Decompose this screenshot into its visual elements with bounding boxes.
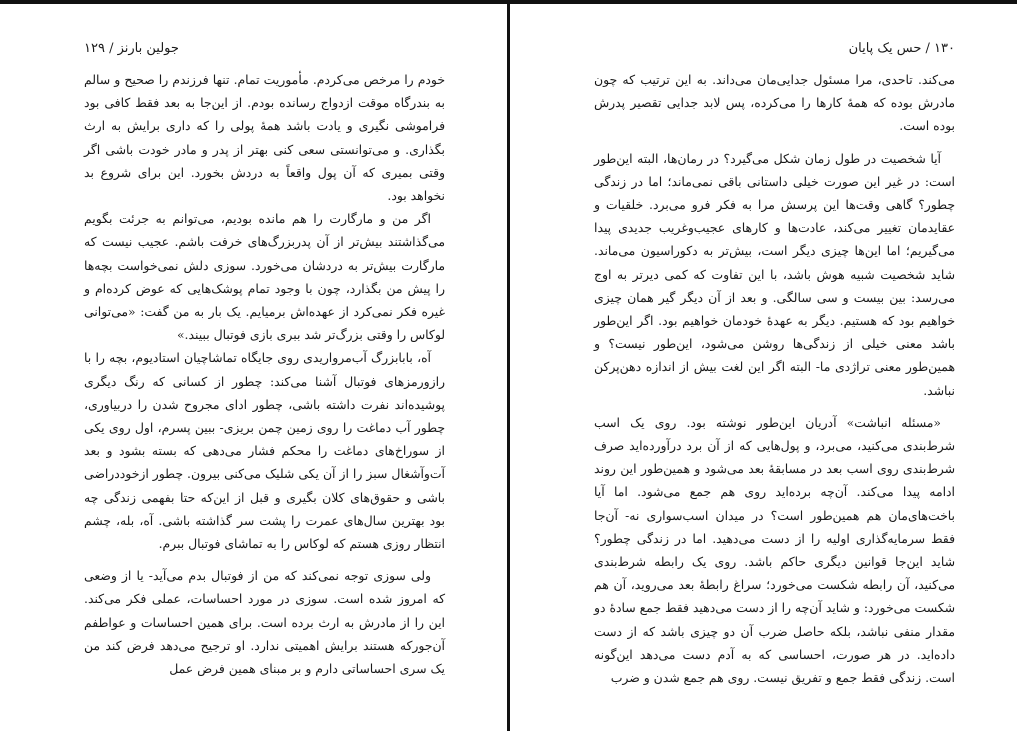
right-page xyxy=(510,4,1017,731)
right-running-head: ۱۳۰ / حس یک پایان xyxy=(848,41,955,56)
right-page-body xyxy=(594,68,955,689)
left-running-head: جولین بارنز / ۱۲۹ xyxy=(84,41,179,56)
left-page-body xyxy=(84,68,445,680)
paragraph: آه، بابابزرگ آب‌مرواریدی روی جایگاه تماشاچیان استادیوم، بچه را با رازورمزهای فوتبال آشنا می‌کند: چطور از کسانی که رنگ دیگری پوشیده‌اند نفرت داشته باشی، چطور ادای مجروح شدن را دربیاوری، چطور آب دماغت را روی زمین چمن بریزی- ببین پسرم، اول روی یکی از سوراخ‌های دماغت را محکم فشار می‌دهی که بسته بشود و بعد آت‌وآشغال سبز را از آن یکی شلیک می‌کنی بیرون. چطور ازخوددراضی باشی و حقوق‌های کلان بگیری و قبل از این‌که حتا بفهمی زندگی چه بود بهترین سال‌های عمرت را پشت سر گذاشته باشی. آه، بله، چشم انتظار روزی هستم که لوکاس را به تماشای فوتبال ببرم. xyxy=(84,350,445,552)
paragraph: خودم را مرخص می‌کردم. مأموریت تمام. تنها فرزندم را صحیح و سالم به بندرگاه موقت ازدواج رسانده بودم. از این‌جا به بعد فقط کافی بود فراموشی نگیری و یادت باشد همهٔ پولی را که داری برایش به ارث بگذاری. و می‌توانستی سعی کنی بهتر از پدر و مادر خودت باشی اگر وقتی بمیری که آن پول واقعاً به دردش بخورد. این برای شروع بد نخواهد بود. xyxy=(84,72,445,204)
paragraph: اگر من و مارگارت را هم مانده بودیم، می‌توانم به جرئت بگویم می‌گذاشتند بیش‌تر از آن پدربزرگ‌های خرفت باشم. عجیب نیست که مارگارت بیش‌تر به دردشان می‌خورد. سوزی دلش نمی‌خواست بچه‌ها را پیش من بگذارد، چون با وجود تمام پوشک‌هایی که عوض کرده‌ام و غیره فکر نمی‌کرد از عهده‌اش برمیایم. یک بار به من گفت: «می‌توانی لوکاس را وقتی بزرگ‌تر شد ببری بازی فوتبال ببیند.» xyxy=(84,211,445,343)
paragraph: می‌کند. تاحدی، مرا مسئول جدایی‌مان می‌داند. به این ترتیب که چون مادرش بوده که همهٔ کارها را می‌کرده، پس لابد جدایی تقصیر پدرش بوده است. xyxy=(594,72,955,134)
paragraph: «مسئله انباشت» آدریان این‌طور نوشته بود. روی یک اسب شرط‌بندی می‌کنید، می‌برد، و پول‌هایی که از آن برد درآورده‌اید صرف شرط‌بندی روی اسب بعد در مسابقهٔ بعد می‌شود و همین‌طور این روند ادامه پیدا می‌کند. آن‌چه برده‌اید روی هم جمع می‌شود. اما آیا باخت‌های‌مان هم همین‌طور است؟ در میدان اسب‌سواری نه- آن‌جا فقط سرمایه‌گذاری اولیه را از دست می‌دهید. اما در زندگی چطور؟ شاید این‌جا قوانین دیگری حاکم باشد. روی یک رابطه شرط‌بندی می‌کنید، آن رابطه شکست می‌خورد؛ سراغ رابطهٔ بعد می‌روید، آن هم شکست می‌خورد: و شاید آن‌چه را از دست می‌دهید فقط جمع سادهٔ دو مقدار منفی نباشد، بلکه حاصل ضرب آن دو چیزی باشد که از دست داده‌اید. در هر صورت، احساسی که به آدم دست می‌دهد این‌گونه است. زندگی فقط جمع و تفریق نیست. روی هم جمع شدن و ضرب xyxy=(594,414,955,686)
paragraph: آیا شخصیت در طول زمان شکل می‌گیرد؟ در رمان‌ها، البته این‌طور است: در غیر این صورت خیلی داستانی باقی نمی‌ماند؛ اما در زندگی چطور؟ گاهی وقت‌ها این پرسش مرا به فکر فرو می‌برد. خلقیات و عقایدمان تغییر می‌کند، عادت‌ها و کارهای عجیب‌وغریب جدیدی پیدا می‌گیریم؛ اما این‌ها چیزی دیگر است، بیش‌تر به دکوراسیون می‌ماند. شاید شخصیت شبیه هوش باشد، با این تفاوت که کمی دیرتر به اوج می‌رسد: بین بیست و سی سالگی. و بعد از آن دیگر گیر همان چیزی خواهیم بود که هستیم. دیگر به عهدهٔ خودمان خواهیم بود. اگر این‌طور باشد معنی خیلی از زندگی‌ها روشن می‌شود، این‌طور نیست؟ و همین‌طور معنی تراژدی ما- البته اگر این لغت بیش از اندازه دهن‌پرکن نباشد. xyxy=(594,150,955,398)
paragraph: ولی سوزی توجه نمی‌کند که من از فوتبال بدم می‌آید- یا از وضعی که امروز شده است. سوزی در مورد احساسات، عملی فکر می‌کند. این را از مادرش به ارث برده است. برای همین احساسات و عواطفم آن‌جورکه هستند برایش اهمیتی ندارد. او ترجیح می‌دهد فرض کند من یک سری احساساتی دارم و بر مبنای همین فرض عمل xyxy=(84,568,445,677)
left-page xyxy=(0,4,507,731)
